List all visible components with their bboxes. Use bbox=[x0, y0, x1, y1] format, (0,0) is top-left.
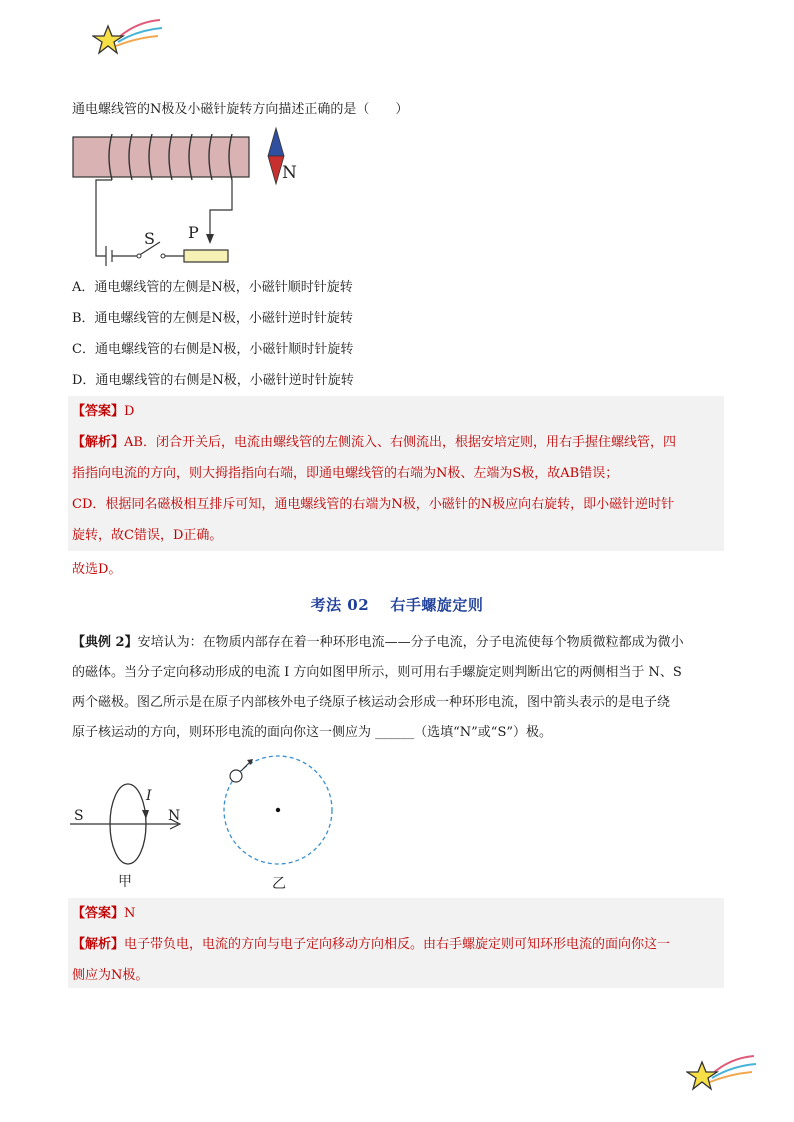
section-title: 考法 02 右手螺旋定则 bbox=[310, 596, 484, 614]
answer-box bbox=[68, 396, 724, 551]
question-stem: 通电螺线管的N极及小磁针旋转方向描述正确的是（ ） bbox=[72, 102, 409, 117]
switch-label: S bbox=[144, 229, 155, 248]
north-label: N bbox=[282, 163, 297, 183]
answer-box bbox=[68, 898, 724, 988]
option-d: D．通电螺线管的右侧是N极，小磁针逆时针旋转 bbox=[72, 373, 354, 388]
star-decoration-icon bbox=[92, 16, 164, 60]
example-paragraph: 【典例 2】安培认为：在物质内部存在着一种环形电流——分子电流，分子电流使每个物质微粒都成为微小 的磁体。当分子定向移动形成的电流 I 方向如图甲所示，则可用右手螺旋定则判断出它的两侧相当于 N、S 两个磁极。图乙所示是在原子内部核外电子绕原子核运动会形成一种环形电流，图中箭头表示的是电子绕 原子核运动的方向，则环形电流的面向你这一侧应为 ______（选填“N”或“S”）极。 bbox=[72, 635, 684, 740]
example-label: 【典例 2】 bbox=[72, 635, 138, 650]
figure-jia bbox=[68, 770, 198, 894]
s-label: S bbox=[74, 808, 84, 824]
analysis-line: 旋转，故C错误，D正确。 bbox=[72, 528, 223, 543]
star-decoration-icon bbox=[686, 1052, 758, 1096]
slider-label: P bbox=[188, 223, 199, 242]
n-label: N bbox=[168, 808, 181, 824]
answer-line: 【答案】D bbox=[72, 404, 135, 419]
analysis-line: 指指向电流的方向，则大拇指指向右端，即通电螺线管的右端为N极、左端为S极，故AB错误； bbox=[72, 466, 619, 481]
figure-yi bbox=[218, 752, 340, 898]
analysis-line: CD．根据同名磁极相互排斥可知，通电螺线管的右端为N极，小磁针的N极应向右旋转，即小磁针逆时针 bbox=[72, 497, 675, 512]
jia-caption: 甲 bbox=[118, 874, 132, 890]
analysis-line: 侧应为N极。 bbox=[72, 968, 149, 983]
answer-line: 【答案】N bbox=[72, 906, 136, 921]
yi-caption: 乙 bbox=[272, 876, 286, 892]
option-a: A．通电螺线管的左侧是N极，小磁针顺时针旋转 bbox=[72, 280, 353, 295]
analysis-line: 【解析】AB．闭合开关后，电流由螺线管的左侧流入、右侧流出，根据安培定则，用右手握住螺线管，四 bbox=[72, 435, 676, 450]
analysis-line: 【解析】电子带负电，电流的方向与电子定向移动方向相反。由右手螺旋定则可知环形电流的面向你这一 bbox=[72, 937, 671, 952]
option-b: B．通电螺线管的左侧是N极，小磁针逆时针旋转 bbox=[72, 311, 353, 326]
conclusion: 故选D。 bbox=[72, 562, 122, 577]
compass-needle-figure bbox=[260, 126, 304, 186]
option-c: C．通电螺线管的右侧是N极，小磁针顺时针旋转 bbox=[72, 342, 354, 357]
current-label: I bbox=[146, 788, 152, 804]
